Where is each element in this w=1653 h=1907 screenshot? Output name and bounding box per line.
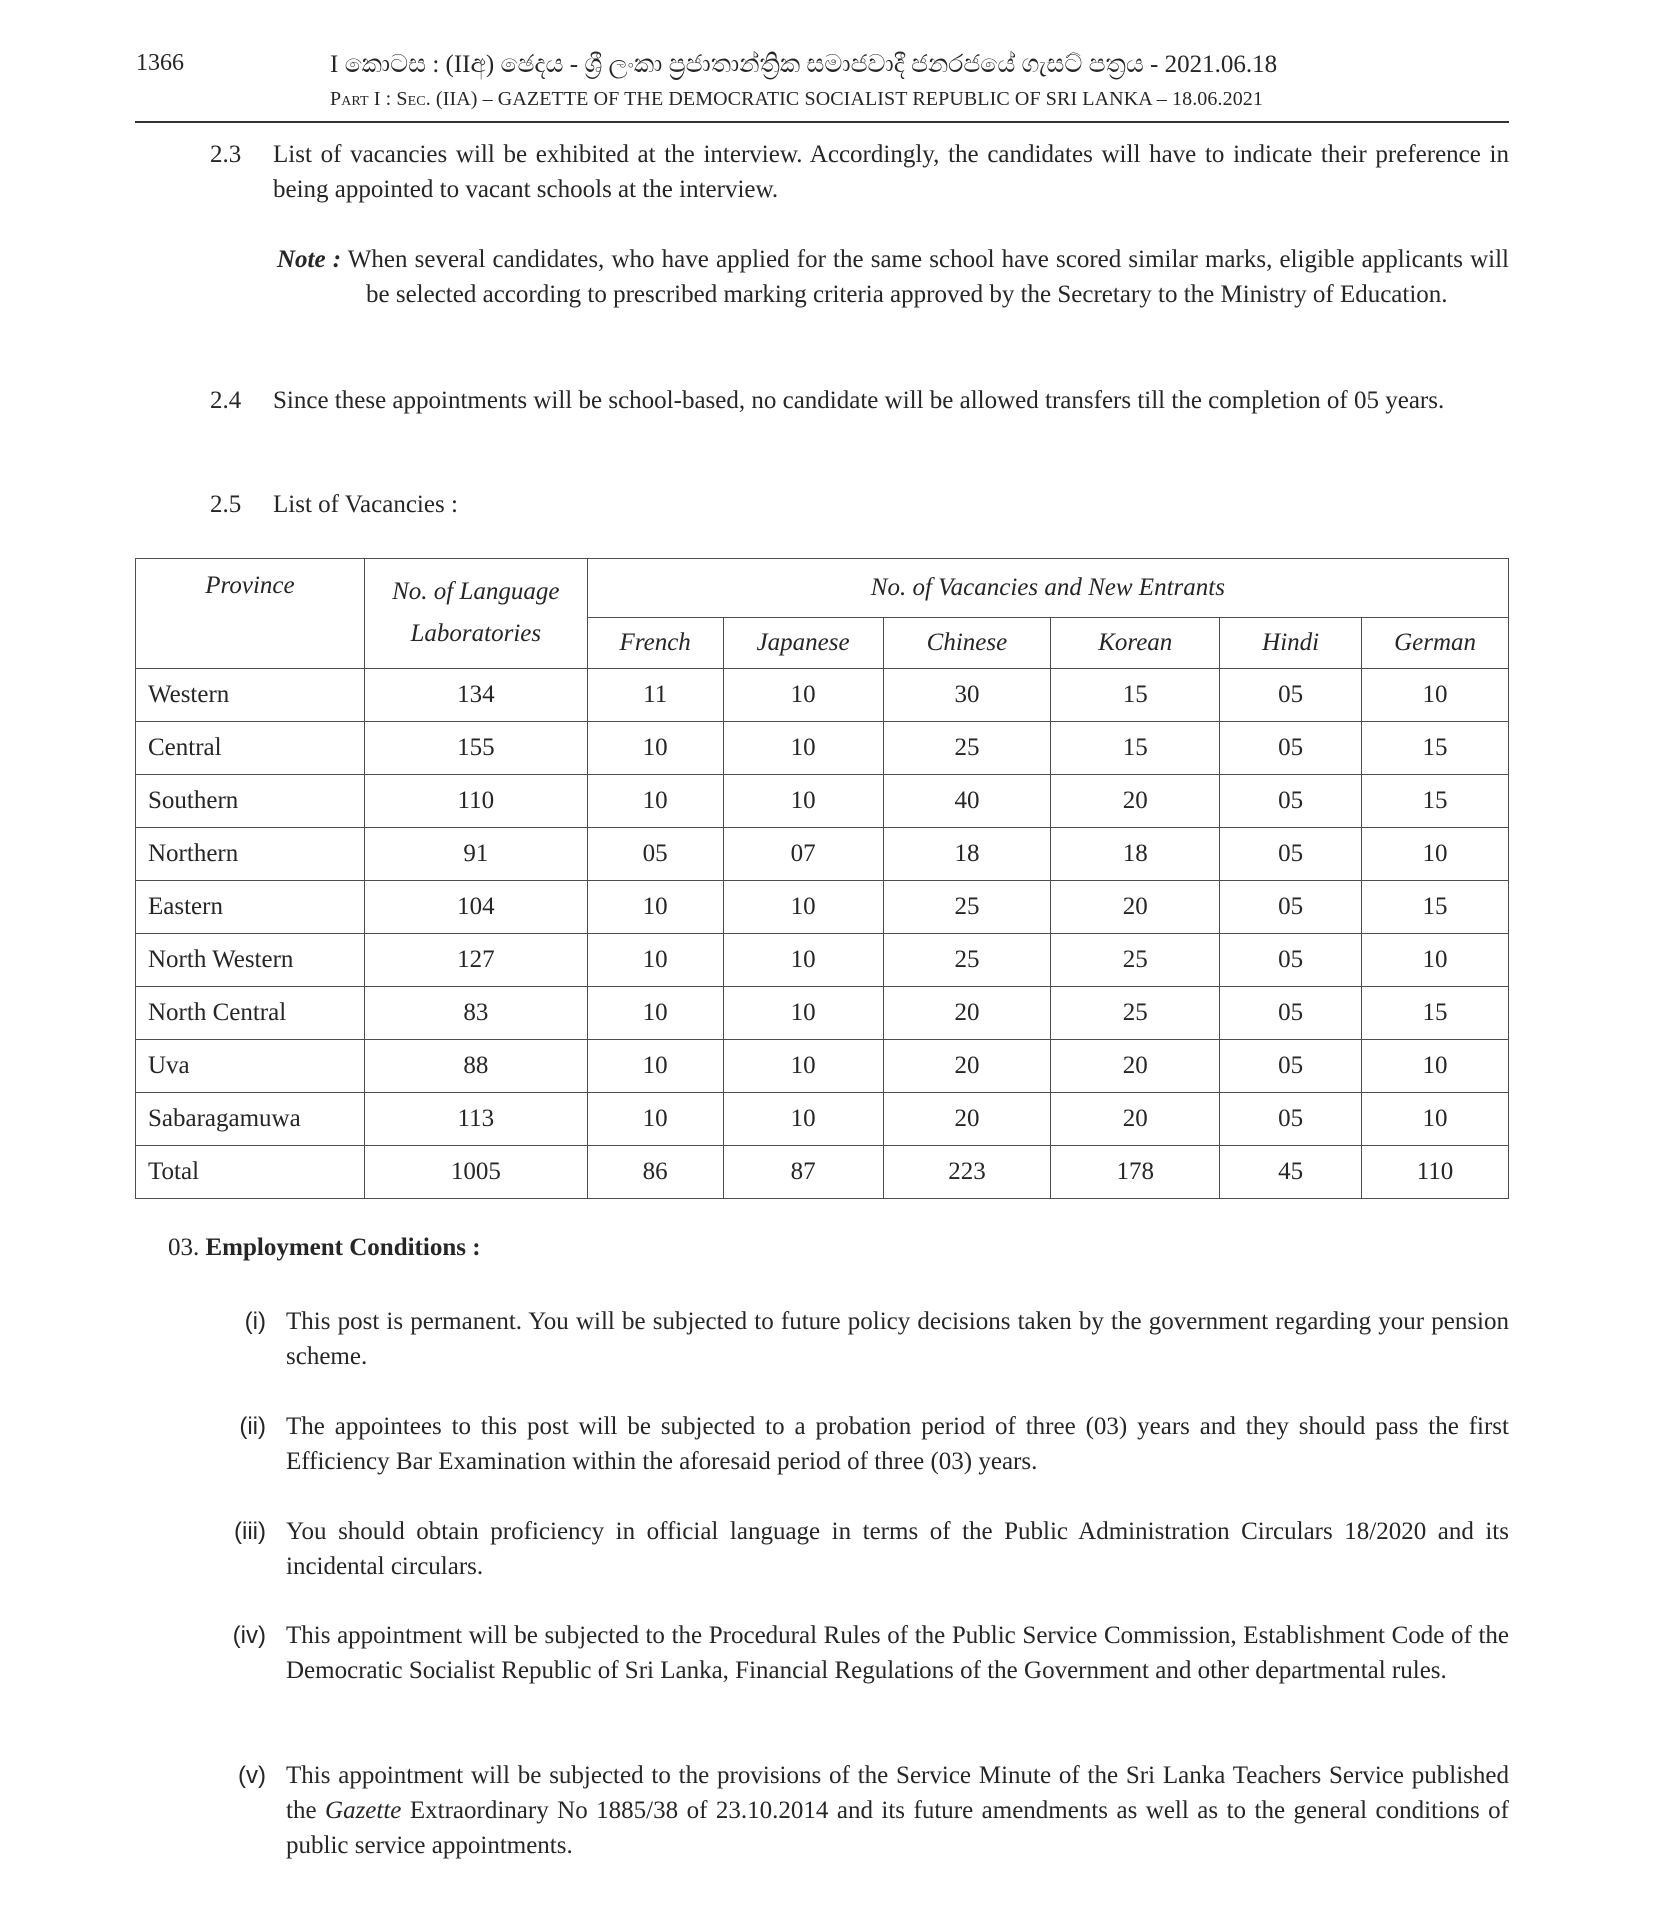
condition-text: This post is permanent. You will be subjected to future policy decisions taken by the government regarding your pension scheme. (286, 1308, 1509, 1370)
condition-text-part: Extraordinary No 1885/38 of 23.10.2014 and its future amendments as well as to the general conditions of public service appointments. (286, 1797, 1509, 1859)
value-cell: 45 (1220, 1146, 1362, 1199)
header-german: German (1362, 618, 1509, 669)
value-cell: 30 (883, 669, 1051, 722)
section-3-num: 03. (168, 1234, 200, 1261)
value-cell: 10 (1362, 1040, 1509, 1093)
value-cell: 87 (723, 1146, 883, 1199)
value-cell: 07 (723, 828, 883, 881)
value-cell: 110 (1362, 1146, 1509, 1199)
labs-cell: 104 (364, 881, 587, 934)
province-cell: North Western (136, 934, 365, 987)
value-cell: 10 (723, 669, 883, 722)
value-cell: 178 (1051, 1146, 1220, 1199)
value-cell: 10 (1362, 934, 1509, 987)
header-part: Part (330, 88, 369, 110)
table-row (136, 828, 1509, 881)
header-language-labs: No. of Language Laboratories (364, 559, 587, 669)
note-paragraph (277, 242, 1509, 312)
province-cell: Central (136, 722, 365, 775)
value-cell: 223 (883, 1146, 1051, 1199)
labs-cell: 127 (364, 934, 587, 987)
para-2-5-num: 2.5 (210, 491, 242, 518)
condition-num: (v) (238, 1762, 266, 1789)
province-cell: Uva (136, 1040, 365, 1093)
condition-text: This appointment will be subjected to the Procedural Rules of the Public Service Commission, Establishment Code of the Democratic Socialist Republic of Sri Lanka, Financial Regulations of the Government and other departmental rules. (286, 1622, 1509, 1684)
condition-num: (iv) (232, 1622, 266, 1649)
value-cell: 15 (1362, 775, 1509, 828)
header-rest: (IIA) – GAZETTE OF THE DEMOCRATIC SOCIALIST REPUBLIC OF SRI LANKA – 18.06.2021 (430, 88, 1263, 110)
header-divider (135, 121, 1509, 123)
province-cell: Northern (136, 828, 365, 881)
value-cell: 10 (587, 881, 723, 934)
labs-cell: 88 (364, 1040, 587, 1093)
value-cell: 25 (883, 722, 1051, 775)
para-2-5-text: List of Vacancies : (273, 491, 458, 518)
table-row (136, 1040, 1509, 1093)
value-cell: 10 (723, 1093, 883, 1146)
value-cell: 25 (883, 934, 1051, 987)
value-cell: 05 (1220, 881, 1362, 934)
value-cell: 15 (1051, 722, 1220, 775)
header-vacancies: No. of Vacancies and New Entrants (587, 559, 1508, 618)
value-cell: 10 (1362, 828, 1509, 881)
value-cell: 10 (723, 934, 883, 987)
header-chinese: Chinese (883, 618, 1051, 669)
province-cell: Western (136, 669, 365, 722)
note-text: When several candidates, who have applied for the same school have scored similar marks, eligible applicants will be selected according to prescribed marking criteria approved by the Secretary to the Ministry of Education. (341, 246, 1510, 308)
value-cell: 05 (1220, 987, 1362, 1040)
section-3-title: Employment Conditions : (205, 1234, 481, 1261)
value-cell: 20 (883, 1040, 1051, 1093)
value-cell: 05 (1220, 828, 1362, 881)
gazette-italic: Gazette (325, 1797, 402, 1824)
value-cell: 20 (1051, 1093, 1220, 1146)
condition-text: The appointees to this post will be subjected to a probation period of three (03) years and they should pass the first Efficiency Bar Examination within the aforesaid period of three (03) years. (286, 1413, 1509, 1475)
value-cell: 15 (1051, 669, 1220, 722)
table-row (136, 775, 1509, 828)
value-cell: 10 (723, 775, 883, 828)
value-cell: 10 (723, 881, 883, 934)
value-cell: 11 (587, 669, 723, 722)
province-cell: North Central (136, 987, 365, 1040)
value-cell: 05 (1220, 1040, 1362, 1093)
labs-cell: 83 (364, 987, 587, 1040)
condition-text-part: This appointment will be subjected to the provisions of the Service Minute of the Sri Lanka Teachers Service published the (286, 1762, 1509, 1824)
header-japanese: Japanese (723, 618, 883, 669)
header-part-num: I : (368, 88, 397, 110)
table-row (136, 987, 1509, 1040)
para-2-4-text: Since these appointments will be school-based, no candidate will be allowed transfers till the completion of 05 years. (273, 387, 1445, 414)
province-cell: Southern (136, 775, 365, 828)
table-row (136, 722, 1509, 775)
header-sec: Sec. (396, 88, 431, 110)
value-cell: 20 (1051, 1040, 1220, 1093)
table-row (136, 669, 1509, 722)
value-cell: 20 (883, 987, 1051, 1040)
para-2-4-num: 2.4 (210, 387, 242, 414)
value-cell: 05 (1220, 775, 1362, 828)
value-cell: 05 (1220, 722, 1362, 775)
value-cell: 86 (587, 1146, 723, 1199)
condition-text (286, 1758, 1509, 1863)
value-cell: 20 (1051, 775, 1220, 828)
value-cell: 05 (587, 828, 723, 881)
note-label: Note : (277, 246, 342, 273)
header-korean: Korean (1051, 618, 1220, 669)
value-cell: 10 (723, 1040, 883, 1093)
value-cell: 15 (1362, 987, 1509, 1040)
value-cell: 25 (883, 881, 1051, 934)
value-cell: 10 (587, 987, 723, 1040)
table-row (136, 934, 1509, 987)
value-cell: 10 (587, 722, 723, 775)
labs-cell: 134 (364, 669, 587, 722)
value-cell: 15 (1362, 722, 1509, 775)
condition-num: (iii) (234, 1518, 266, 1545)
vacancies-table (135, 558, 1509, 1199)
value-cell: 18 (1051, 828, 1220, 881)
value-cell: 10 (723, 987, 883, 1040)
condition-num: (i) (244, 1308, 266, 1335)
province-cell: Sabaragamuwa (136, 1093, 365, 1146)
value-cell: 20 (1051, 881, 1220, 934)
province-cell: Eastern (136, 881, 365, 934)
value-cell: 25 (1051, 934, 1220, 987)
para-2-3-text: List of vacancies will be exhibited at the interview. Accordingly, the candidates will have to indicate their preference in being appointed to vacant schools at the interview. (273, 141, 1509, 203)
value-cell: 10 (587, 934, 723, 987)
value-cell: 05 (1220, 1093, 1362, 1146)
value-cell: 15 (1362, 881, 1509, 934)
labs-cell: 113 (364, 1093, 587, 1146)
value-cell: 05 (1220, 669, 1362, 722)
table-row-total (136, 1146, 1509, 1199)
value-cell: 25 (1051, 987, 1220, 1040)
value-cell: 40 (883, 775, 1051, 828)
header-title-sinhala: I කොටස : (IIඅ) ඡෙදය - ශ්‍රී ලංකා ප්‍රජාතාන්ත්‍රික සමාජවාදී ජනරජයේ ගැසට් පත්‍රය - 2021.06.18 (330, 51, 1278, 78)
value-cell: 10 (1362, 669, 1509, 722)
condition-text: You should obtain proficiency in official language in terms of the Public Administration Circulars 18/2020 and its incidental circulars. (286, 1518, 1509, 1580)
labs-cell: 1005 (364, 1146, 587, 1199)
value-cell: 10 (587, 1093, 723, 1146)
condition-num: (ii) (239, 1413, 266, 1440)
value-cell: 05 (1220, 934, 1362, 987)
header-french: French (587, 618, 723, 669)
page-number: 1366 (136, 50, 184, 76)
section-3-heading (168, 1234, 481, 1262)
value-cell: 10 (1362, 1093, 1509, 1146)
value-cell: 20 (883, 1093, 1051, 1146)
value-cell: 10 (587, 1040, 723, 1093)
table-row (136, 881, 1509, 934)
para-2-3-num: 2.3 (210, 141, 242, 168)
value-cell: 18 (883, 828, 1051, 881)
labs-cell: 155 (364, 722, 587, 775)
header-province: Province (136, 559, 365, 669)
labs-cell: 91 (364, 828, 587, 881)
value-cell: 10 (587, 775, 723, 828)
province-cell: Total (136, 1146, 365, 1199)
header-hindi: Hindi (1220, 618, 1362, 669)
table-row (136, 1093, 1509, 1146)
value-cell: 10 (723, 722, 883, 775)
labs-cell: 110 (364, 775, 587, 828)
header-title-english (330, 88, 1400, 111)
